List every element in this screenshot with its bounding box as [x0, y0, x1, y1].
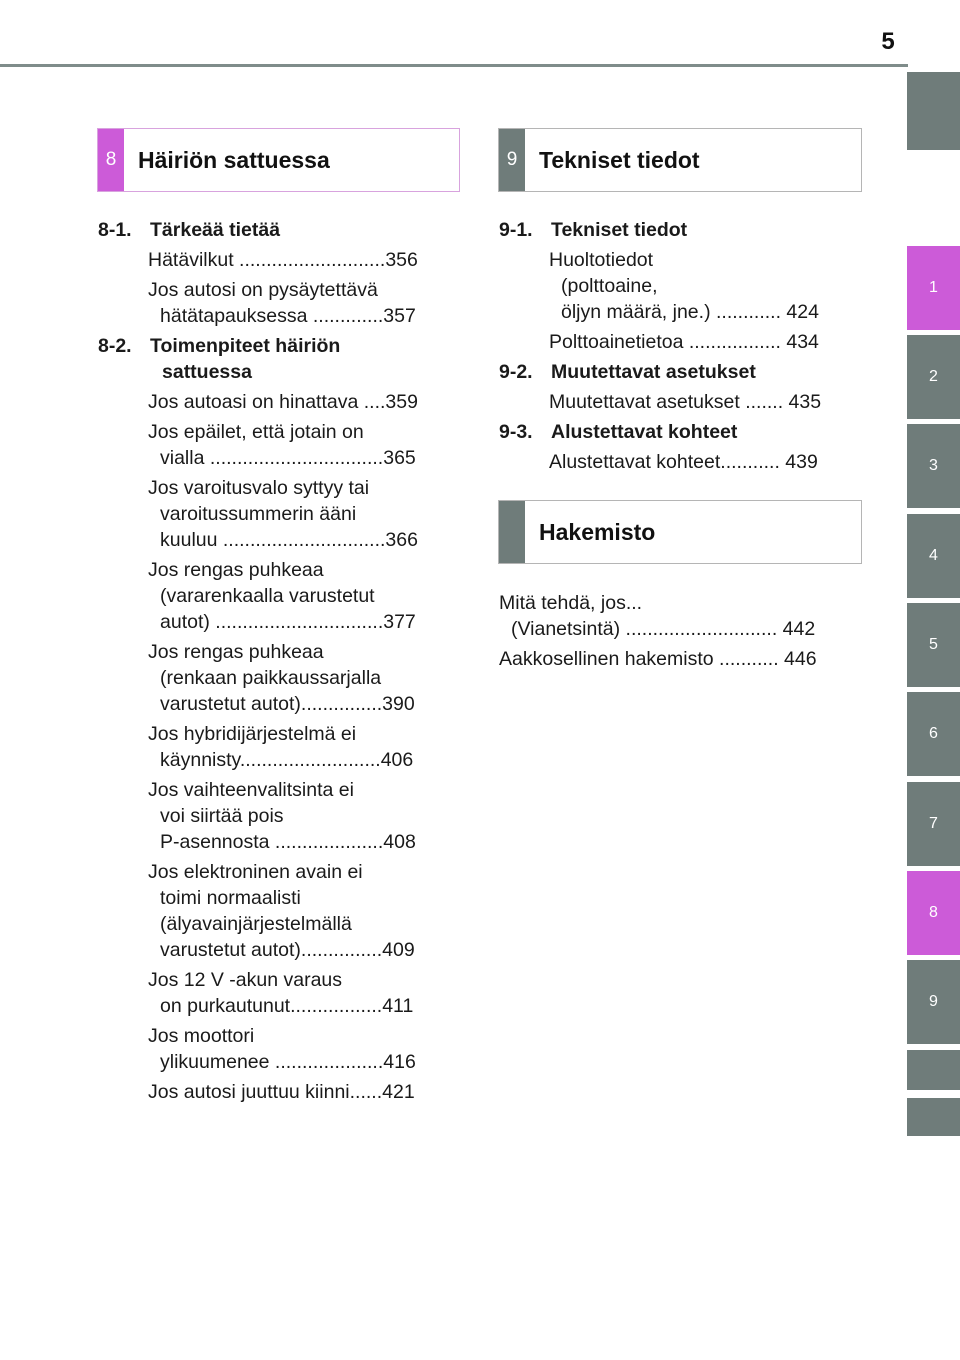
section-title-index: Hakemisto [539, 518, 656, 545]
page-number: 5 [881, 28, 895, 55]
toc-entry-line: autot) ...............................377 [160, 611, 416, 633]
toc-entry-line: (vararenkaalla varustetut [160, 585, 375, 607]
toc-section-8-1[interactable]: 8-1. Tärkeää tietää [98, 219, 281, 241]
toc-entry-line: Jos vaihteenvalitsinta ei [148, 779, 354, 801]
chapter-tab-2[interactable]: 2 [907, 335, 960, 419]
toc-entry-line: Alustettavat kohteet........... 439 [549, 451, 818, 473]
toc-entry-line: Jos moottori [148, 1025, 255, 1047]
section-number-index [499, 501, 525, 563]
chapter-tab-1[interactable]: 1 [907, 246, 960, 330]
chapter-tab-8[interactable]: 8 [907, 871, 960, 955]
toc-entry-line: Jos 12 V -akun varaus [148, 969, 343, 991]
index-column [499, 590, 859, 676]
chapter-tab-5[interactable]: 5 [907, 603, 960, 687]
toc-entry-line: varustetut autot)...............409 [160, 939, 415, 961]
toc-section-8-2[interactable]: 8-2. Toimenpiteet häiriön sattuessa [98, 335, 341, 383]
toc-entry-line: vialla ................................365 [160, 447, 416, 469]
toc-entry[interactable] [148, 557, 452, 635]
chapter-tab-3[interactable]: 3 [907, 424, 960, 508]
toc-entry-line: on purkautunut.................411 [160, 995, 414, 1017]
top-rule [0, 64, 908, 67]
toc-entry[interactable] [148, 389, 452, 415]
toc-entry[interactable] [148, 419, 452, 471]
section-header-8[interactable] [97, 128, 460, 192]
chapter-tab-blank[interactable] [907, 1050, 960, 1090]
toc-entry-line: käynnisty..........................406 [160, 749, 414, 771]
toc-entry[interactable] [148, 859, 452, 963]
toc-section-9-1[interactable]: 9-1. Tekniset tiedot [499, 219, 688, 241]
toc-entry-line: Jos autosi on pysäytettävä [148, 279, 378, 301]
toc-entry[interactable] [148, 277, 452, 329]
toc-entry[interactable] [499, 590, 859, 642]
toc-entry-line: öljyn määrä, jne.) ............ 424 [561, 301, 819, 323]
section-number-9: 9 [499, 129, 525, 191]
toc-entry-line: Huoltotiedot [549, 249, 654, 271]
toc-entry[interactable] [499, 646, 859, 672]
toc-entry[interactable] [148, 967, 452, 1019]
toc-entry[interactable] [148, 1079, 452, 1105]
toc-entry-line: Jos rengas puhkeaa [148, 641, 324, 663]
toc-entry-line: Jos hybridijärjestelmä ei [148, 723, 357, 745]
toc-entry-line: varustetut autot)...............390 [160, 693, 415, 715]
chapter-tab-6[interactable]: 6 [907, 692, 960, 776]
toc-entry[interactable] [549, 449, 859, 475]
section-title-8: Häiriön sattuessa [138, 146, 330, 173]
toc-entry-line: Jos autoasi on hinattava ....359 [148, 391, 418, 413]
toc-section-9-3[interactable]: 9-3. Alustettavat kohteet [499, 421, 738, 443]
toc-entry-line: Jos rengas puhkeaa [148, 559, 324, 581]
chapter-tab-9[interactable]: 9 [907, 960, 960, 1044]
chapter-tab-blank[interactable] [907, 72, 960, 150]
toc-entry-line: voi siirtää pois [160, 805, 284, 827]
toc-entry-line: varoitussummerin ääni [160, 503, 357, 525]
toc-entry-line: (polttoaine, [561, 275, 658, 297]
chapter-tab-blank[interactable] [907, 1098, 960, 1136]
toc-entry[interactable] [148, 639, 452, 717]
section-header-9[interactable] [498, 128, 862, 192]
toc-entry-line: ylikuumenee ....................416 [160, 1051, 416, 1073]
chapter-tab-4[interactable]: 4 [907, 514, 960, 598]
toc-entry-line: Muutettavat asetukset ....... 435 [549, 391, 822, 413]
toc-entry-line: Aakkosellinen hakemisto ........... 446 [499, 648, 817, 670]
toc-entry-line: Polttoainetietoa ................. 434 [549, 331, 819, 353]
toc-entry-line: Jos autosi juuttuu kiinni......421 [148, 1081, 415, 1103]
toc-entry-line: kuuluu ..............................366 [160, 529, 418, 551]
toc-entry[interactable] [148, 721, 452, 773]
toc-entry-line: (renkaan paikkaussarjalla [160, 667, 382, 689]
toc-entry-line: Mitä tehdä, jos... [499, 592, 643, 614]
section-number-8: 8 [98, 129, 124, 191]
toc-entry[interactable] [148, 777, 452, 855]
toc-entry[interactable] [148, 1023, 452, 1075]
section-header-index[interactable] [498, 500, 862, 564]
right-column [499, 217, 859, 479]
section-title-9: Tekniset tiedot [539, 146, 700, 173]
chapter-tab-7[interactable]: 7 [907, 782, 960, 866]
toc-entry[interactable] [549, 389, 859, 415]
toc-entry-line: hätätapauksessa .............357 [160, 305, 416, 327]
toc-entry-line: (älyavainjärjestelmällä [160, 913, 352, 935]
toc-entry-line: Jos varoitusvalo syttyy tai [148, 477, 370, 499]
toc-entry[interactable] [549, 329, 859, 355]
toc-entry-line: Hätävilkut ...........................356 [148, 249, 418, 271]
toc-section-9-2[interactable]: 9-2. Muutettavat asetukset [499, 361, 756, 383]
toc-entry[interactable] [148, 475, 452, 553]
toc-entry-line: (Vianetsintä) ............................ 442 [511, 618, 816, 640]
toc-entry[interactable] [148, 247, 452, 273]
toc-entry[interactable] [549, 247, 859, 325]
toc-entry-line: P-asennosta ....................408 [160, 831, 416, 853]
toc-entry-line: Jos elektroninen avain ei [148, 861, 363, 883]
left-column [98, 217, 452, 1109]
toc-entry-line: Jos epäilet, että jotain on [148, 421, 364, 443]
toc-entry-line: toimi normaalisti [160, 887, 301, 909]
